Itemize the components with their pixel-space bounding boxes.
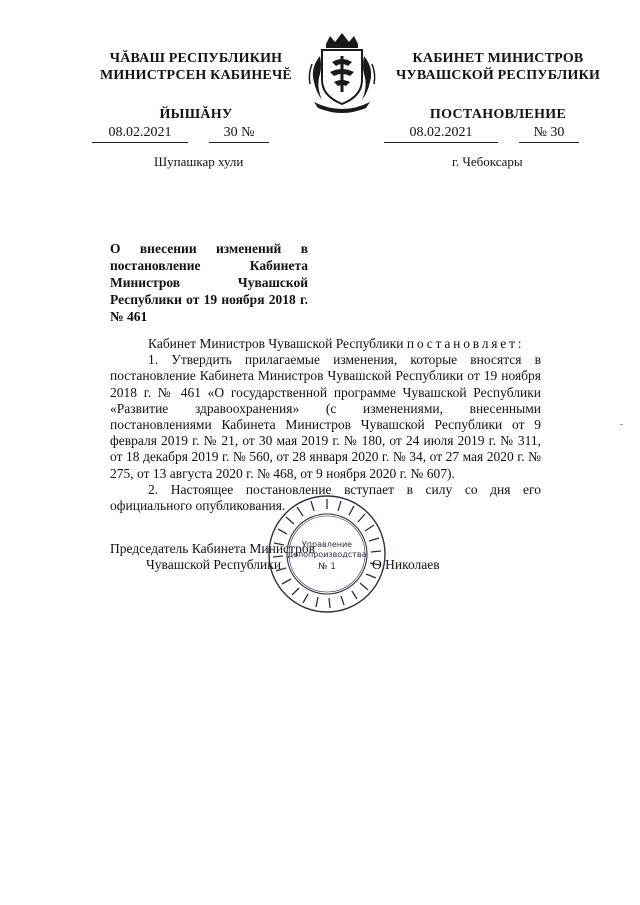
stamp-center-line3: № 1 — [318, 562, 336, 572]
date-line-left — [92, 124, 269, 143]
stamp-center-line2: делопроизводства — [287, 550, 367, 559]
document-subject: О внесении изменений в постановление Кабинета Министров Чувашской Республики от 19 ноября 2018 г. № 461 — [110, 241, 308, 324]
signatory-title-line1: Председатель Кабинета Министров — [110, 541, 315, 556]
date-right: 08.02.2021 — [384, 124, 498, 143]
body-item-2: 2. Настоящее постановление вступает в силу со дня его официального опубликования. — [110, 481, 541, 514]
body-intro — [110, 336, 541, 352]
date-line-right — [384, 124, 579, 143]
header-right-line2: ЧУВАШСКОЙ РЕСПУБЛИКИ — [395, 68, 601, 83]
margin-mark — [620, 424, 623, 425]
signatory-title-line2: Чувашской Республики — [146, 557, 282, 572]
header-left — [96, 50, 296, 123]
header-right-doctype: ПОСТАНОВЛЕНИЕ — [429, 107, 567, 122]
header-left-doctype: ЙЫШĂНУ — [159, 107, 233, 122]
number-left: 30 № — [209, 124, 269, 143]
header-left-line2: МИНИСТРСЕН КАБИНЕЧĔ — [100, 68, 292, 83]
number-right: № 30 — [519, 124, 579, 143]
header-right-line1: КАБИНЕТ МИНИСТРОВ — [412, 51, 584, 66]
date-left: 08.02.2021 — [92, 124, 188, 143]
city-left: Шупашкар хули — [154, 154, 244, 169]
stamp-center-line1: Управление — [301, 540, 353, 549]
body-item-1: 1. Утвердить прилагаемые изменения, которые вносятся в постановление Кабинета Министров Чувашской Республики от 19 ноября 2018 г. № 461 «О государственной программе Чувашской Республики «Развитие здравоохранения» (с изменениями, внесенными постановлениями Кабинета Министров Чувашской Республики от 9 февраля 2019 г. № 21, от 30 мая 2019 г. № 180, от 24 июля 2019 г. № 311, от 18 декабря 2019 г. № 560, от 28 января 2020 г. № 34, от 27 мая 2020 г. № 275, от 13 августа 2020 г. № 468, от 9 ноября 2020 г. № 607). — [110, 352, 541, 481]
signatory-name: О.Николаев — [372, 557, 440, 572]
document-body — [110, 336, 541, 514]
header-left-line1: ЧĂВАШ РЕСПУБЛИКИН — [109, 51, 283, 66]
body-intro-text: Кабинет Министров Чувашской Республики — [148, 336, 407, 351]
body-intro-verb: постановляет: — [406, 336, 525, 351]
city-right: г. Чебоксары — [452, 154, 523, 169]
chuvash-coat-of-arms-icon — [304, 30, 380, 116]
header-right — [388, 50, 608, 123]
